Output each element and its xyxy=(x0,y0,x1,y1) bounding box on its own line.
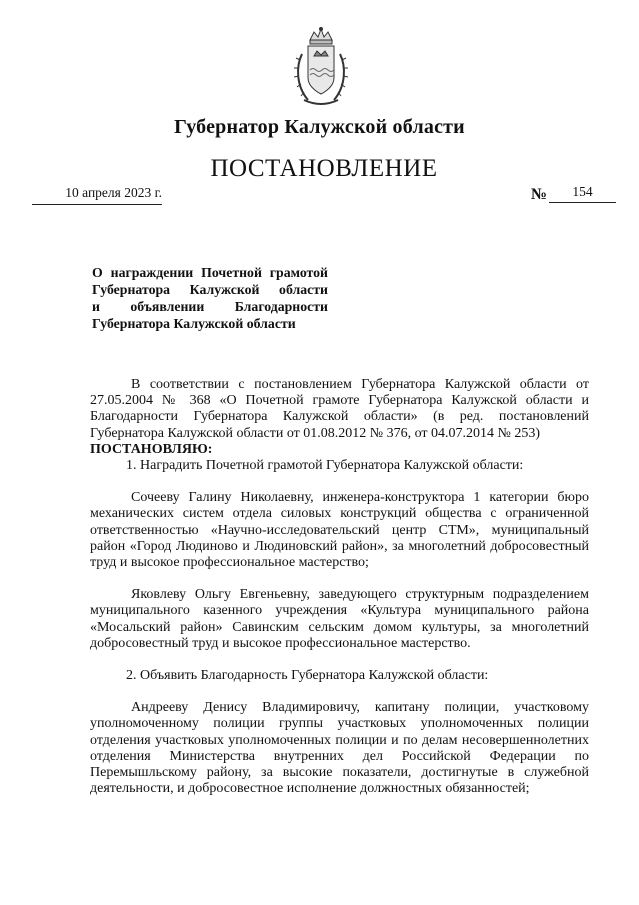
document-number: 154 xyxy=(572,184,593,199)
award-paragraph: Сочееву Галину Николаевну, инженера-конструктора 1 категории бюро механических систем отдела силовых конструкций общества с ограниченной ответственностью «Научно-исследовательский центр СТМ», муниципальный район «Город Людиново и Людиновский район», за многолетний добросовестный труд и высокое профессиональное мастерство; xyxy=(90,490,589,571)
issuing-authority: Губернатор Калужской области xyxy=(174,116,465,138)
document-body xyxy=(90,377,589,797)
decree-word: ПОСТАНОВЛЯЮ: xyxy=(90,441,213,457)
item-1-heading: 1. Наградить Почетной грамотой Губернатора Калужской области: xyxy=(126,458,524,474)
document-date: 10 апреля 2023 г. xyxy=(65,185,162,200)
subject-line: и объявлении Благодарности xyxy=(92,299,328,314)
coat-of-arms-emblem xyxy=(290,26,352,110)
subject-line: О награждении Почетной грамотой xyxy=(92,265,328,280)
subject-line: Губернатора Калужской области xyxy=(92,282,328,297)
thanks-paragraph: Андрееву Денису Владимировичу, капитану полиции, участковому уполномоченному полиции группы участковых уполномоченных полиции отделения участковых уполномоченных полиции и по делам несовершеннолетних отделения Министерства внутренних дел Российской Федерации по Перемышльскому району, за высокие показатели, достигнутые в служебной деятельности, и добросовестное исполнение должностных обязанностей; xyxy=(90,700,589,797)
number-sign: № xyxy=(531,186,548,203)
award-paragraph: Яковлеву Ольгу Евгеньевну, заведующего структурным подразделением муниципального казенного учреждения «Культура муниципального района «Мосальский район» Савинским сельским домом культуры, за многолетний добросовестный труд и высокое профессиональное мастерство. xyxy=(90,587,589,651)
document-number-field xyxy=(549,186,616,203)
document-subject xyxy=(92,264,328,332)
subject-line: Губернатора Калужской области xyxy=(92,316,296,331)
item-2-heading: 2. Объявить Благодарность Губернатора Калужской области: xyxy=(126,668,489,684)
preamble-paragraph: В соответствии с постановлением Губернатора Калужской области от 27.05.2004 № 368 «О Почетной грамоте Губернатора Калужской области и Благодарности Губернатора Калужской области» (в ред. постановлений Губернатора Калужской области от 01.08.2012 № 376, от 04.07.2014 № 253) xyxy=(90,377,589,441)
document-type-title: ПОСТАНОВЛЕНИЕ xyxy=(210,155,438,182)
document-date-field xyxy=(32,186,162,205)
